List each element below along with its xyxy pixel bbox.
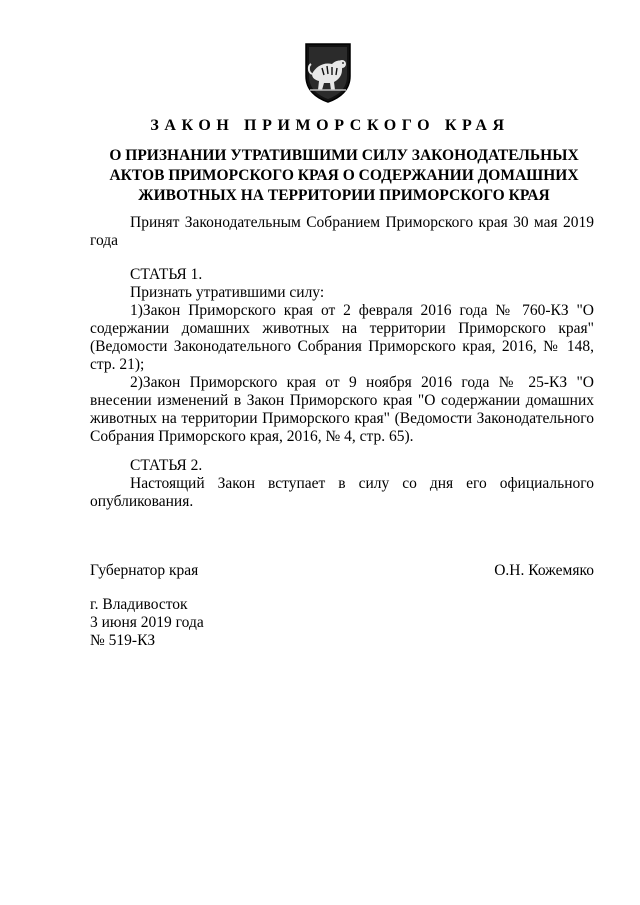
primorsky-krai-coat-of-arms-icon [302, 42, 354, 104]
subtitle-line: АКТОВ ПРИМОРСКОГО КРАЯ О СОДЕРЖАНИИ ДОМАШНИХ [109, 167, 579, 184]
document-date: 3 июня 2019 года [90, 614, 204, 631]
article-1-item-2: 2)Закон Приморского края от 9 ноября 2016 года № 25-КЗ "О внесении изменений в Закон Приморского края "О содержании домашних животных на территории Приморского края" (Ведомости Законодательного Собрания Приморского края, 2016, № 4, стр. 65). [90, 374, 594, 445]
article-1-title: СТАТЬЯ 1. [130, 266, 203, 283]
law-title: ЗАКОН ПРИМОРСКОГО КРАЯ [150, 117, 510, 134]
signatory-position: Губернатор края [90, 562, 199, 579]
article-2-body: Настоящий Закон вступает в силу со дня его официального опубликования. [90, 475, 594, 510]
signatory-name: О.Н. Кожемяко [494, 562, 594, 579]
article-1-intro: Признать утратившими силу: [130, 284, 325, 301]
subtitle-line: ЖИВОТНЫХ НА ТЕРРИТОРИИ ПРИМОРСКОГО КРАЯ [138, 187, 550, 204]
signature-row [90, 562, 594, 580]
law-subtitle [90, 146, 590, 206]
article-1-body [90, 284, 594, 446]
subtitle-line: О ПРИЗНАНИИ УТРАТИВШИМИ СИЛУ ЗАКОНОДАТЕЛЬНЫХ [109, 147, 579, 164]
article-1-item-1: 1)Закон Приморского края от 2 февраля 2016 года № 760-КЗ "О содержании домашних животных на территории Приморского края" (Ведомости Законодательного Собрания Приморского края, 2016, № 148, стр. 21); [90, 302, 594, 373]
document-footer [90, 596, 204, 650]
article-2-title: СТАТЬЯ 2. [130, 457, 203, 474]
document-number: № 519-КЗ [90, 632, 156, 649]
adopted-statement: Принят Законодательным Собранием Приморского края 30 мая 2019 года [90, 214, 594, 249]
city: г. Владивосток [90, 596, 188, 613]
